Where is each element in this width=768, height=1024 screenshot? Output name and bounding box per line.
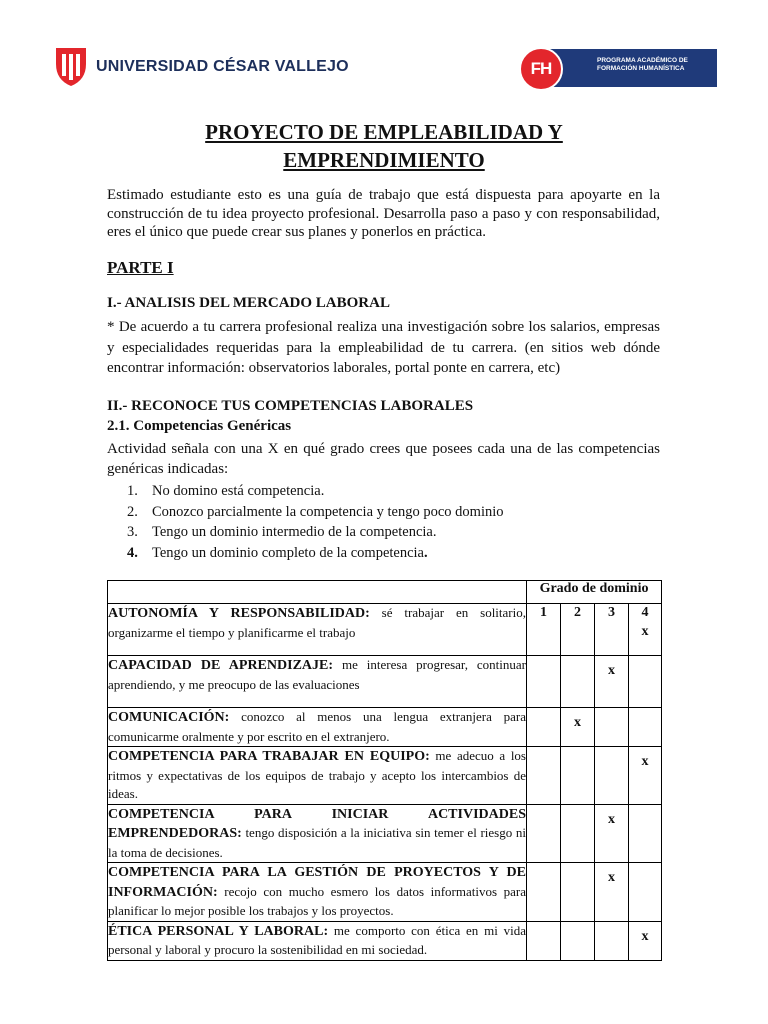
competency-description	[108, 863, 527, 922]
grade-cell-2	[561, 604, 595, 656]
grade-column-label: 3	[608, 605, 615, 620]
section2-heading: II.- RECONOCE TUS COMPETENCIAS LABORALES	[107, 398, 474, 414]
section2-subheading: 2.1. Competencias Genéricas	[107, 418, 292, 434]
grade-cell-1	[527, 921, 561, 960]
table-row	[108, 921, 662, 960]
grade-cell-4	[629, 747, 662, 805]
university-name: UNIVERSIDAD CÉSAR VALLEJO	[96, 58, 349, 75]
grade-cell-2	[561, 921, 595, 960]
grade-column-label: 4	[641, 605, 649, 620]
ucv-shield-icon	[54, 46, 88, 88]
grade-cell-2	[561, 863, 595, 922]
table-row	[108, 656, 662, 708]
part-heading: PARTE I	[107, 258, 174, 277]
list-item	[127, 522, 504, 543]
title-line2: EMPRENDIMIENTO	[283, 148, 485, 172]
grade-cell-3	[595, 656, 629, 708]
grade-cell-4	[629, 708, 662, 747]
competency-description	[108, 708, 527, 747]
document-title	[108, 118, 660, 174]
program-logo	[519, 47, 717, 89]
table-header-row	[108, 581, 662, 604]
grade-cell-1	[527, 604, 561, 656]
grade-cell-4	[629, 656, 662, 708]
section2-text: Actividad señala con una X en qué grado crees que posees cada una de las competencias genéricas indicadas:	[107, 441, 660, 477]
grade-cell-2	[561, 747, 595, 805]
grade-scale-list	[127, 481, 504, 563]
title-line1: PROYECTO DE EMPLEABILIDAD Y	[205, 120, 563, 144]
competency-name: COMPETENCIA PARA INICIAR ACTIVIDADES EMPRENDEDORAS:	[108, 806, 526, 841]
competency-description	[108, 747, 527, 805]
list-item-text: Conozco parcialmente la competencia y tengo poco dominio	[152, 503, 504, 520]
competency-detail: recojo con mucho esmero los datos informativos para planificar lo mejor posible los trabajos y los proyectos.	[108, 883, 526, 918]
program-logo-badge	[519, 47, 563, 91]
competency-description	[108, 921, 527, 960]
program-logo-letters: FH	[530, 59, 552, 78]
competency-detail: me interesa progresar, continuar aprendiendo, y me preocupo de las evaluaciones	[108, 657, 527, 692]
grade-cell-4	[629, 604, 662, 656]
section1-heading: I.- ANALISIS DEL MERCADO LABORAL	[107, 295, 390, 311]
table-row	[108, 747, 662, 805]
grade-cell-3	[595, 708, 629, 747]
grade-mark: x	[641, 624, 649, 639]
grade-mark: x	[641, 928, 649, 944]
grade-cell-4	[629, 804, 662, 863]
grade-column-label: 2	[574, 605, 581, 620]
table-row	[108, 708, 662, 747]
list-item-number: 1.	[127, 483, 138, 499]
competency-description	[108, 804, 527, 863]
grade-column-label: 1	[540, 605, 547, 620]
grade-cell-1	[527, 747, 561, 805]
list-item-text	[152, 543, 428, 564]
competency-detail: conozco al menos una lengua extranjera para comunicarme oralmente y por escrito en el extranjero.	[108, 709, 526, 744]
competency-detail: me comporto con ética en mi vida personal y laboral y procuro la sostenibilidad en mi sociedad.	[108, 922, 526, 957]
competency-detail: me adecuo a los ritmos y expectativas de los equipos de trabajo y acepto los intercambios de ideas.	[108, 748, 526, 801]
grade-mark: x	[574, 715, 581, 730]
competency-detail: tengo disposición a la iniciativa sin temer el riesgo ni la toma de decisiones.	[108, 825, 526, 860]
intro-paragraph: Estimado estudiante esto es una guía de trabajo que está dispuesta para apoyarte en la construcción de tu idea proyecto profesional. Desarrolla paso a paso y con responsabilidad, eres el único que puede crear sus planes y ponerlos en práctica.	[107, 187, 660, 240]
section1-text: * De acuerdo a tu carrera profesional realiza una investigación sobre los salarios, empresas y especialidades requeridas para la empleabilidad de tu carrera. (en sitios web dónde encontrar información: observatorios laborales, portal ponte en carrera, etc)	[107, 319, 660, 376]
program-name	[597, 57, 715, 73]
grade-mark: x	[608, 663, 615, 678]
grade-cell-3	[595, 921, 629, 960]
grade-mark: x	[608, 811, 615, 827]
competency-detail: sé trabajar en solitario, organizarme el tiempo y planificarme el trabajo	[108, 605, 526, 640]
table-row	[108, 804, 662, 863]
competency-name: ÉTICA PERSONAL Y LABORAL:	[108, 923, 329, 939]
program-name-line1: PROGRAMA ACADÉMICO DE	[597, 57, 688, 64]
list-item	[127, 502, 504, 523]
list-item	[127, 543, 504, 564]
competency-description	[108, 656, 527, 708]
competency-table	[107, 580, 662, 961]
list-item	[127, 481, 504, 502]
table-row	[108, 863, 662, 922]
list-item-number: 3.	[127, 524, 138, 540]
grade-cell-1	[527, 804, 561, 863]
grade-cell-2	[561, 708, 595, 747]
list-item-number: 2.	[127, 503, 138, 520]
list-item-text-suffix: .	[424, 544, 428, 561]
competency-name: COMPETENCIA PARA TRABAJAR EN EQUIPO:	[108, 749, 430, 764]
program-name-line2: FORMACIÓN HUMANÍSTICA	[597, 65, 685, 72]
grade-cell-3	[595, 604, 629, 656]
grade-cell-3	[595, 804, 629, 863]
table-header-grade: Grado de dominio	[527, 581, 662, 604]
competency-name: CAPACIDAD DE APRENDIZAJE:	[108, 658, 334, 673]
grade-cell-1	[527, 708, 561, 747]
competency-name: AUTONOMÍA Y RESPONSABILIDAD:	[108, 606, 370, 621]
grade-cell-1	[527, 863, 561, 922]
competency-description	[108, 604, 527, 656]
list-item-text: No domino está competencia.	[152, 483, 325, 499]
grade-cell-1	[527, 656, 561, 708]
list-item-number: 4.	[127, 544, 138, 561]
grade-cell-2	[561, 804, 595, 863]
grade-cell-3	[595, 863, 629, 922]
competency-name: COMPETENCIA PARA LA GESTIÓN DE PROYECTOS Y DE INFORMACIÓN:	[108, 865, 526, 900]
list-item-text-main: Tengo un dominio completo de la competencia	[152, 544, 424, 561]
list-item-text: Tengo un dominio intermedio de la competencia.	[152, 524, 437, 540]
grade-mark: x	[641, 754, 649, 769]
grade-cell-4	[629, 921, 662, 960]
grade-cell-3	[595, 747, 629, 805]
table-header-blank	[108, 581, 527, 604]
grade-cell-2	[561, 656, 595, 708]
competency-name: COMUNICACIÓN:	[108, 710, 230, 725]
table-row	[108, 604, 662, 656]
grade-mark: x	[608, 870, 615, 885]
grade-cell-4	[629, 863, 662, 922]
university-logo	[54, 46, 349, 88]
